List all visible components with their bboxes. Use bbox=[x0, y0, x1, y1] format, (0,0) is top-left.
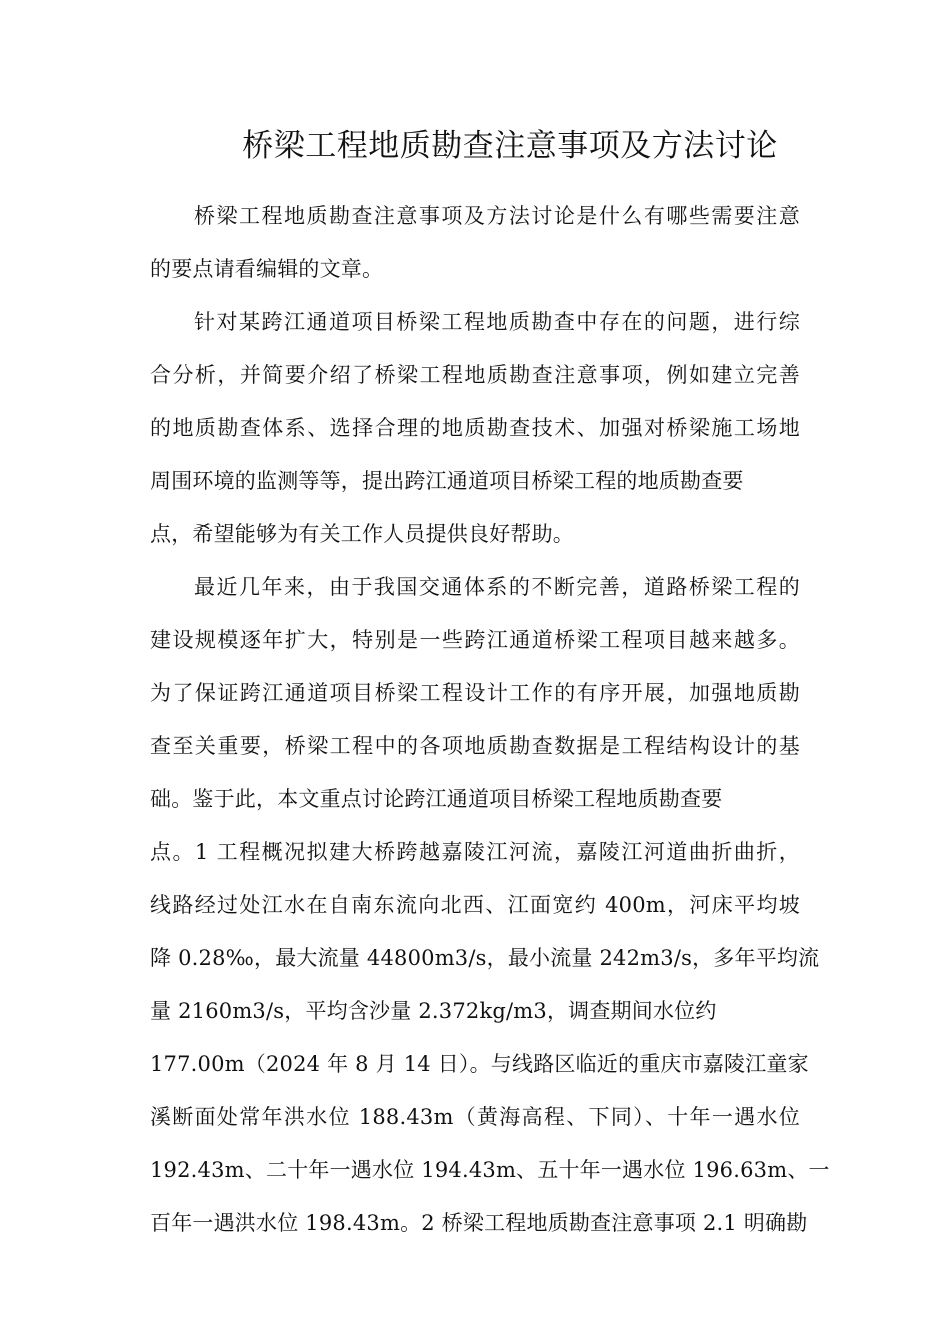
text-line: 线路经过处江水在自南东流向北西、江面宽约 400m，河床平均坡 bbox=[150, 893, 800, 917]
text-line: 础。鉴于此，本文重点讨论跨江通道项目桥梁工程地质勘查要 bbox=[150, 787, 723, 811]
text-line: 百年一遇洪水位 198.43m。2 桥梁工程地质勘查注意事项 2.1 明确勘 bbox=[150, 1211, 808, 1235]
text-line: 的地质勘查体系、选择合理的地质勘查技术、加强对桥梁施工场地 bbox=[150, 416, 800, 440]
text-line: 合分析，并简要介绍了桥梁工程地质勘查注意事项，例如建立完善 bbox=[150, 363, 800, 387]
text-line: 177.00m（2024 年 8 月 14 日）。与线路区临近的重庆市嘉陵江童家 bbox=[150, 1052, 809, 1076]
text-line: 点。1 工程概况拟建大桥跨越嘉陵江河流，嘉陵江河道曲折曲折， bbox=[150, 840, 800, 864]
text-line: 降 0.28‰，最大流量 44800m3/s，最小流量 242m3/s，多年平均流 bbox=[150, 946, 820, 970]
text-line: 桥梁工程地质勘查注意事项及方法讨论是什么有哪些需要注意 bbox=[194, 204, 800, 228]
text-line: 针对某跨江通道项目桥梁工程地质勘查中存在的问题，进行综 bbox=[194, 310, 800, 334]
text-line: 最近几年来，由于我国交通体系的不断完善，道路桥梁工程的 bbox=[194, 575, 800, 599]
text-line: 查至关重要，桥梁工程中的各项地质勘查数据是工程结构设计的基 bbox=[150, 734, 800, 758]
text-line: 建设规模逐年扩大，特别是一些跨江通道桥梁工程项目越来越多。 bbox=[150, 628, 800, 652]
text-line: 的要点请看编辑的文章。 bbox=[150, 257, 384, 281]
text-line: 为了保证跨江通道项目桥梁工程设计工作的有序开展，加强地质勘 bbox=[150, 681, 800, 705]
text-line: 192.43m、二十年一遇水位 194.43m、五十年一遇水位 196.63m、一 bbox=[150, 1158, 830, 1182]
text-line: 点，希望能够为有关工作人员提供良好帮助。 bbox=[150, 522, 574, 546]
document-title: 桥梁工程地质勘查注意事项及方法讨论 bbox=[242, 128, 778, 164]
text-line: 量 2160m3/s，平均含沙量 2.372kg/m3，调查期间水位约 bbox=[150, 999, 717, 1023]
text-line: 溪断面处常年洪水位 188.43m（黄海高程、下同）、十年一遇水位 bbox=[150, 1105, 800, 1129]
text-line: 周围环境的监测等等，提出跨江通道项目桥梁工程的地质勘查要 bbox=[150, 469, 744, 493]
document-body bbox=[150, 190, 830, 1250]
